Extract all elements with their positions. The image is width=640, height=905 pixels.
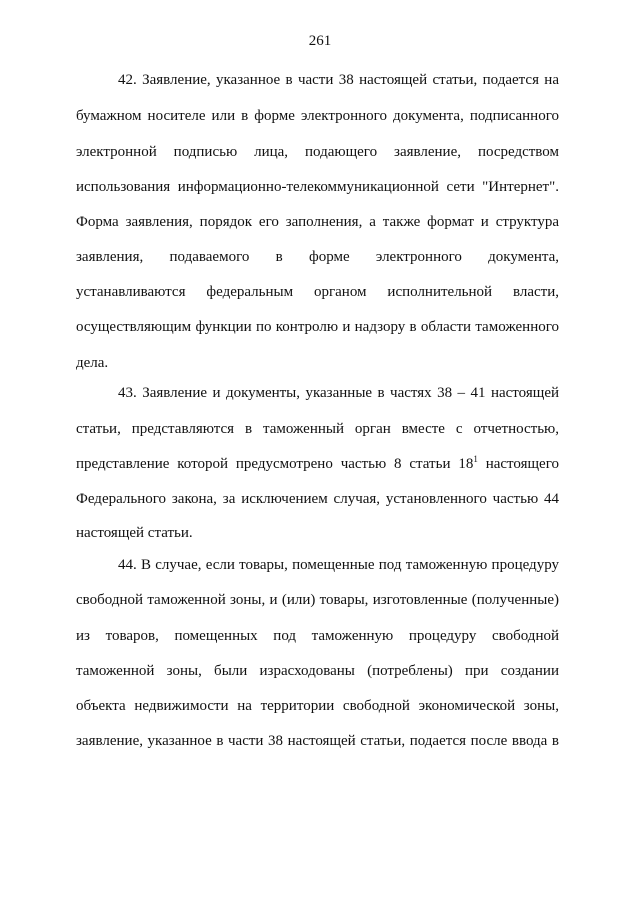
text-line: осуществляющим функции по контролю и надзору в области таможенного [76,319,559,335]
text-line: дела. [76,355,109,371]
text-line: электронной подписью лица, подающего заявление, посредством [76,144,559,160]
superscript: 1 [473,454,478,464]
text-line: бумажном носителе или в форме электронного документа, подписанного [76,108,559,124]
text-line: устанавливаются федеральным органом исполнительной власти, [76,284,559,300]
text-line-main: представление которой предусмотрено частью 8 статьи 18 [76,456,474,472]
text-line: объекта недвижимости на территории свободной экономической зоны, [76,698,559,714]
text-line: свободной таможенной зоны, и (или) товары, изготовленные (полученные) [76,592,559,608]
page-number: 261 [308,33,332,49]
text-line: из товаров, помещенных под таможенную процедуру свободной [76,628,559,644]
text-line: статьи, представляются в таможенный орган вместе с отчетностью, [76,421,559,437]
text-line: 43. Заявление и документы, указанные в частях 38 – 41 настоящей [118,385,559,401]
text-line-with-superscript [76,454,559,474]
text-line: заявления, подаваемого в форме электронного документа, [76,249,559,265]
text-line: 42. Заявление, указанное в части 38 настоящей статьи, подается на [118,72,559,88]
text-line: использования информационно-телекоммуникационной сети "Интернет". [76,179,559,195]
text-line: настоящей статьи. [76,525,193,541]
text-line: Федерального закона, за исключением случая, установленного частью 44 [76,491,559,507]
text-line: таможенной зоны, были израсходованы (потреблены) при создании [76,663,559,679]
text-line: Форма заявления, порядок его заполнения, а также формат и структура [76,214,559,230]
text-line-tail: настоящего [485,456,559,472]
text-line: 44. В случае, если товары, помещенные под таможенную процедуру [118,557,559,573]
text-line: заявление, указанное в части 38 настоящей статьи, подается после ввода в [76,733,559,749]
